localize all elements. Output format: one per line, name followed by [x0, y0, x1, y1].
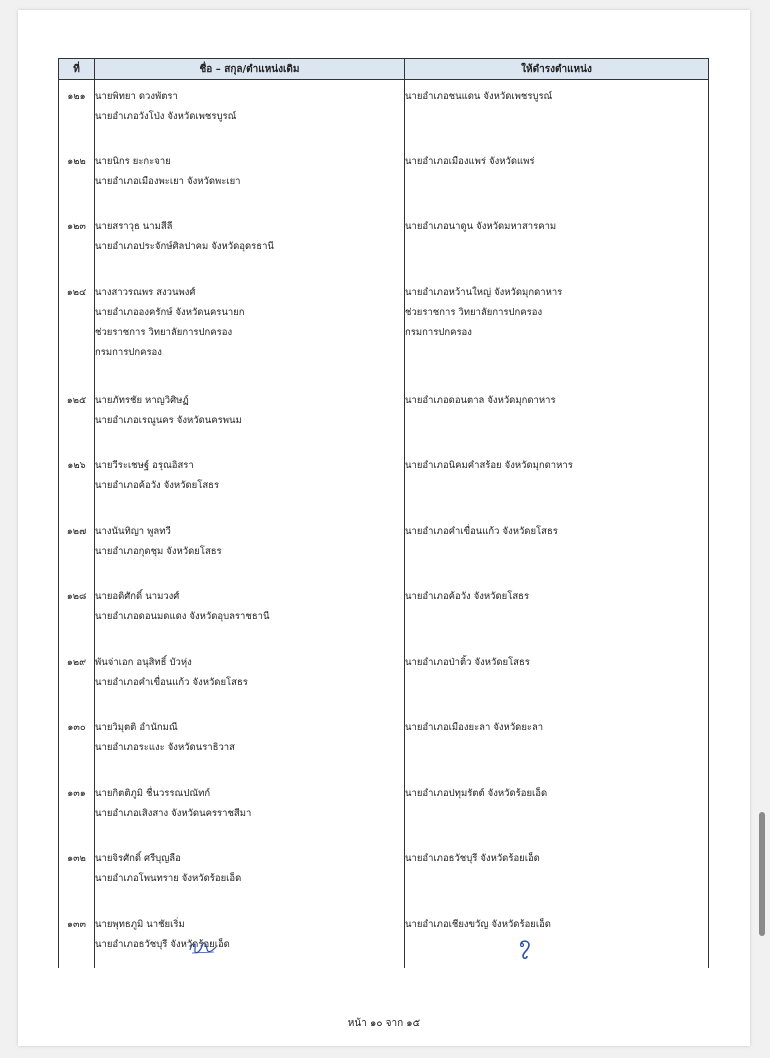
- table-row: [59, 210, 709, 276]
- new-position-line: นายอำเภอหว้านใหญ่ จังหวัดมุกดาหาร: [405, 286, 563, 298]
- person-name: พันจ่าเอก อนุสิทธิ์ บัวหุ่ง: [95, 656, 192, 668]
- new-position-cell: [405, 646, 709, 711]
- table-row: [59, 711, 709, 777]
- header-new-position: ให้ดำรงตำแหน่ง: [405, 59, 709, 80]
- name-old-position-cell: [95, 80, 405, 145]
- row-number: ๑๓๑: [59, 777, 95, 842]
- new-position-line: ช่วยราชการ วิทยาลัยการปกครอง: [405, 306, 543, 318]
- person-name: นายพุทธภูมิ นาชัยเริ่ม: [95, 918, 185, 930]
- new-position-line: นายอำเภอเชียงขวัญ จังหวัดร้อยเอ็ด: [405, 918, 551, 930]
- old-position-line: นายอำเภอคำเขื่อนแก้ว จังหวัดยโสธร: [95, 676, 248, 688]
- new-position-line: นายอำเภอป่าติ้ว จังหวัดยโสธร: [405, 656, 530, 668]
- new-position-line: นายอำเภอเมืองแพร่ จังหวัดแพร่: [405, 155, 535, 167]
- new-position-cell: [405, 210, 709, 276]
- row-number: ๑๓๒: [59, 842, 95, 908]
- new-position-cell: [405, 515, 709, 580]
- old-position-line: นายอำเภอเสิงสาง จังหวัดนครราชสีมา: [95, 807, 252, 819]
- name-old-position-cell: [95, 842, 405, 908]
- name-old-position-cell: [95, 145, 405, 210]
- old-position-line: นายอำเภอธวัชบุรี จังหวัดร้อยเอ็ด: [95, 938, 230, 950]
- name-old-position-cell: [95, 908, 405, 968]
- table-row: [59, 646, 709, 711]
- new-position-cell: [405, 276, 709, 384]
- table-row: [59, 777, 709, 842]
- table-row: [59, 145, 709, 210]
- row-number: ๑๓๓: [59, 908, 95, 968]
- table-row: [59, 842, 709, 908]
- row-number: ๑๒๘: [59, 580, 95, 646]
- new-position-cell: [405, 580, 709, 646]
- new-position-cell: [405, 842, 709, 908]
- row-number: ๑๒๔: [59, 276, 95, 384]
- name-old-position-cell: [95, 711, 405, 777]
- person-name: นายจิรศักดิ์ ศรีบุญลือ: [95, 852, 181, 864]
- person-name: นายกิตติภูมิ ชื่นวรรณปณัทก์: [95, 787, 211, 799]
- row-number: ๑๒๗: [59, 515, 95, 580]
- row-number: ๑๒๖: [59, 449, 95, 515]
- document-page: [18, 10, 750, 1046]
- table-row: [59, 515, 709, 580]
- name-old-position-cell: [95, 580, 405, 646]
- row-number: ๑๒๓: [59, 210, 95, 276]
- new-position-cell: [405, 145, 709, 210]
- person-name: นายวีระเชษฐ์ อรุณอิสรา: [95, 459, 194, 471]
- name-old-position-cell: [95, 384, 405, 449]
- scrollbar-thumb[interactable]: [759, 812, 765, 936]
- row-number: ๑๓๐: [59, 711, 95, 777]
- new-position-cell: [405, 80, 709, 145]
- new-position-line: นายอำเภอนาดูน จังหวัดมหาสารคาม: [405, 220, 557, 232]
- new-position-cell: [405, 711, 709, 777]
- old-position-line: นายอำเภอประจักษ์ศิลปาคม จังหวัดอุดรธานี: [95, 240, 274, 252]
- old-position-line: นายอำเภอองครักษ์ จังหวัดนครนายก: [95, 306, 245, 318]
- table-row: [59, 276, 709, 384]
- header-number: ที่: [59, 59, 95, 80]
- table-header-row: [59, 59, 709, 80]
- person-name: นางนันทิญา พูลทวี: [95, 525, 171, 537]
- new-position-line: นายอำเภอชนแดน จังหวัดเพชรบูรณ์: [405, 91, 553, 102]
- new-position-line: นายอำเภอเมืองยะลา จังหวัดยะลา: [405, 721, 544, 733]
- initial-mark: [515, 938, 535, 962]
- old-position-line: นายอำเภอโพนทราย จังหวัดร้อยเอ็ด: [95, 872, 242, 884]
- row-number: ๑๒๒: [59, 145, 95, 210]
- new-position-line: นายอำเภอคำเขื่อนแก้ว จังหวัดยโสธร: [405, 525, 558, 537]
- new-position-cell: [405, 449, 709, 515]
- row-number: ๑๒๕: [59, 384, 95, 449]
- person-name: นายสราวุธ นามสีลี: [95, 220, 173, 232]
- old-position-line: นายอำเภอเมืองพะเยา จังหวัดพะเยา: [95, 175, 241, 187]
- name-old-position-cell: [95, 276, 405, 384]
- table-row: [59, 384, 709, 449]
- new-position-cell: [405, 908, 709, 968]
- page-footer: หน้า ๑๐ จาก ๑๕: [347, 1018, 421, 1029]
- table-row: [59, 449, 709, 515]
- table-row: [59, 580, 709, 646]
- name-old-position-cell: [95, 515, 405, 580]
- new-position-cell: [405, 777, 709, 842]
- table-row: [59, 80, 709, 145]
- name-old-position-cell: [95, 210, 405, 276]
- row-number: ๑๒๙: [59, 646, 95, 711]
- signature-image: [188, 940, 218, 956]
- appointment-table: [58, 58, 709, 968]
- person-name: นายภัทรชัย หาญวิศิษฏ์: [95, 394, 189, 406]
- old-position-line: นายอำเภอวังโป่ง จังหวัดเพชรบูรณ์: [95, 111, 237, 122]
- old-position-line: นายอำเภอระแงะ จังหวัดนราธิวาส: [95, 741, 235, 753]
- new-position-line: นายอำเภอนิคมคำสร้อย จังหวัดมุกดาหาร: [405, 459, 573, 471]
- name-old-position-cell: [95, 777, 405, 842]
- header-name-old-position: ชื่อ – สกุล/ตำแหน่งเดิม: [95, 59, 405, 80]
- new-position-line: นายอำเภอธวัชบุรี จังหวัดร้อยเอ็ด: [405, 852, 540, 864]
- table-row: [59, 908, 709, 968]
- name-old-position-cell: [95, 449, 405, 515]
- old-position-line: กรมการปกครอง: [95, 346, 162, 358]
- old-position-line: นายอำเภอดอนมดแดง จังหวัดอุบลราชธานี: [95, 610, 270, 622]
- person-name: นางสาวรณพร สงวนพงศ์: [95, 286, 196, 298]
- person-name: นายอดิศักดิ์ นามวงศ์: [95, 590, 180, 602]
- new-position-line: กรมการปกครอง: [405, 326, 472, 338]
- old-position-line: นายอำเภอกุดชุม จังหวัดยโสธร: [95, 545, 222, 557]
- row-number: ๑๒๑: [59, 80, 95, 145]
- new-position-cell: [405, 384, 709, 449]
- new-position-line: นายอำเภอค้อวัง จังหวัดยโสธร: [405, 590, 530, 602]
- old-position-line: ช่วยราชการ วิทยาลัยการปกครอง: [95, 326, 233, 338]
- new-position-line: นายอำเภอดอนตาล จังหวัดมุกดาหาร: [405, 394, 556, 406]
- person-name: นายนิกร ยะกะจาย: [95, 155, 171, 167]
- person-name: นายพิทยา ดวงพัตรา: [95, 91, 178, 102]
- name-old-position-cell: [95, 646, 405, 711]
- old-position-line: นายอำเภอค้อวัง จังหวัดยโสธร: [95, 479, 220, 491]
- old-position-line: นายอำเภอเรณูนคร จังหวัดนครพนม: [95, 414, 242, 426]
- person-name: นายวิมุตติ อำนักมณี: [95, 721, 178, 733]
- new-position-line: นายอำเภอปทุมรัตต์ จังหวัดร้อยเอ็ด: [405, 787, 548, 799]
